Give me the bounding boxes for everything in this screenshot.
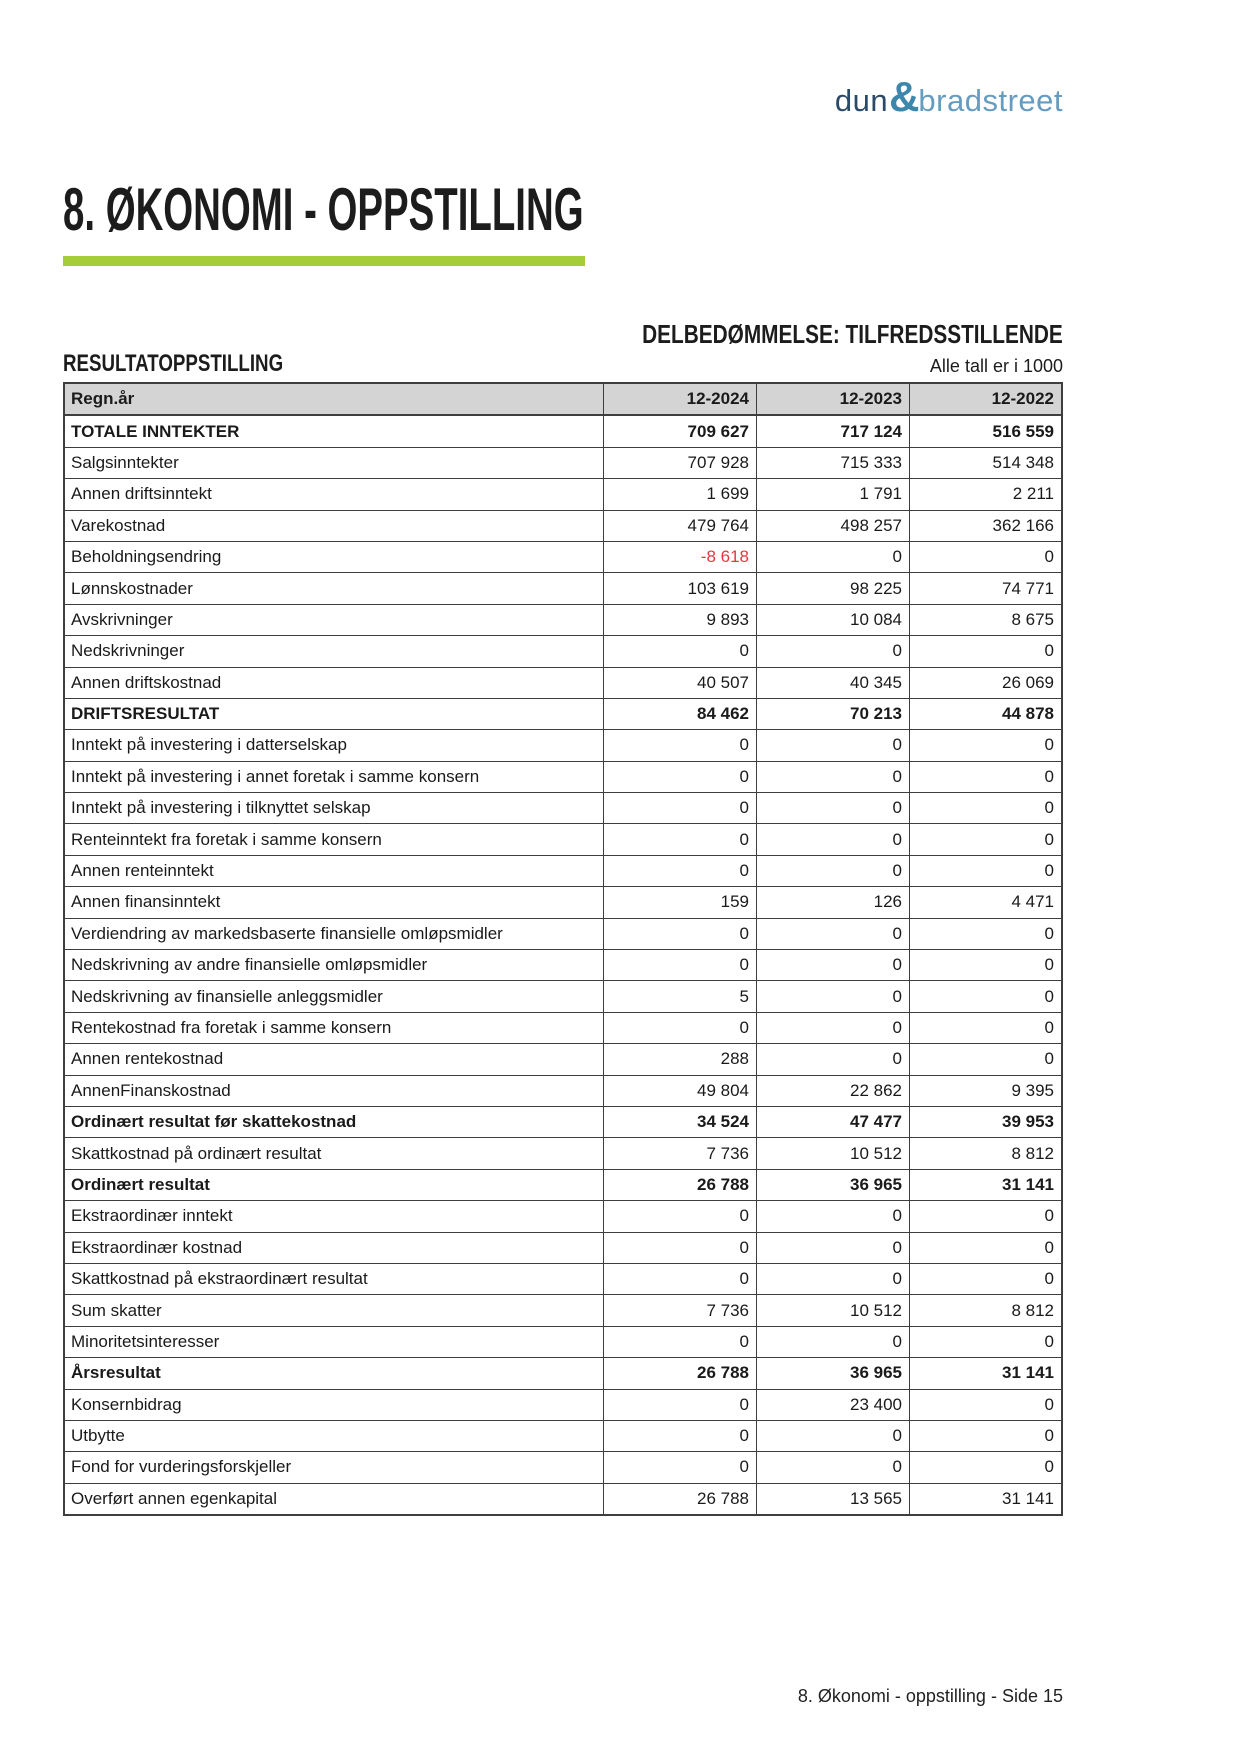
row-value: 26 788 [603,1170,756,1200]
table-row [65,1483,1061,1514]
column-header-regnaar: Regn.år [71,389,135,409]
row-label: Skattkostnad på ekstraordinært resultat [71,1269,368,1289]
row-value: 0 [603,1327,756,1357]
row-label: Årsresultat [71,1363,161,1383]
row-value: 26 069 [909,668,1061,698]
row-label: Nedskrivning av finansielle anleggsmidler [71,986,383,1006]
row-value: 0 [909,1013,1061,1043]
row-value: 31 141 [909,1484,1061,1514]
row-label: Avskrivninger [71,609,173,629]
row-value: 0 [603,1390,756,1420]
table-row [65,667,1061,698]
table-row [65,510,1061,541]
row-value: 8 812 [909,1138,1061,1168]
table-row [65,541,1061,572]
row-value: 0 [756,856,909,886]
row-label: Ekstraordinær kostnad [71,1237,243,1257]
row-value: 4 471 [909,887,1061,917]
row-value: 1 791 [756,479,909,509]
row-label: TOTALE INNTEKTER [71,421,240,441]
row-value: 0 [909,919,1061,949]
row-value: 0 [603,1013,756,1043]
row-value: 49 804 [603,1076,756,1106]
table-row [65,698,1061,729]
table-row [65,1012,1061,1043]
row-value: 0 [603,730,756,760]
row-label: Fond for vurderingsforskjeller [71,1457,292,1477]
column-header-12-2024: 12-2024 [603,384,756,414]
row-label: Annen driftsinntekt [71,484,212,504]
row-value: 26 788 [603,1358,756,1388]
table-row [65,1106,1061,1137]
row-label: Ordinært resultat før skattekostnad [71,1112,357,1132]
row-value: 8 675 [909,605,1061,635]
row-value: 0 [756,542,909,572]
table-row [65,1075,1061,1106]
row-value: 2 211 [909,479,1061,509]
row-value: 0 [909,1390,1061,1420]
row-value: 26 788 [603,1484,756,1514]
table-row [65,1389,1061,1420]
row-value: 0 [603,1452,756,1482]
row-value: 0 [603,1421,756,1451]
row-value: 74 771 [909,573,1061,603]
row-value: 0 [909,793,1061,823]
logo-ampersand-icon: & [889,73,920,120]
row-value: 0 [756,919,909,949]
table-row [65,918,1061,949]
row-label: Skattkostnad på ordinært resultat [71,1143,322,1163]
row-value: 0 [756,1013,909,1043]
row-label: Varekostnad [71,515,166,535]
row-label: Verdiendring av markedsbaserte finansielle omløpsmidler [71,923,503,943]
row-label: Inntekt på investering i tilknyttet selskap [71,798,371,818]
row-label: Renteinntekt fra foretak i samme konsern [71,829,382,849]
row-value: 0 [756,636,909,666]
row-label: Konsernbidrag [71,1394,182,1414]
row-value: 516 559 [909,416,1061,446]
row-value: 0 [909,1201,1061,1231]
table-row [65,572,1061,603]
row-label: Overført annen egenkapital [71,1488,278,1508]
table-row [65,1169,1061,1200]
row-value: 7 736 [603,1295,756,1325]
table-row [65,1420,1061,1451]
table-row [65,478,1061,509]
row-label: Annen renteinntekt [71,861,214,881]
row-value: 40 507 [603,668,756,698]
logo-text-bradstreet: bradstreet [918,83,1063,118]
table-row [65,415,1061,446]
row-value: 22 862 [756,1076,909,1106]
row-label: Beholdningsendring [71,547,222,567]
row-value: 0 [756,762,909,792]
row-value: 0 [909,1044,1061,1074]
row-value: 0 [909,1264,1061,1294]
row-label: Inntekt på investering i datterselskap [71,735,347,755]
row-value: 717 124 [756,416,909,446]
table-row [65,1357,1061,1388]
table-row [65,447,1061,478]
row-value: 0 [909,824,1061,854]
row-label: Ordinært resultat [71,1174,210,1194]
table-row [65,604,1061,635]
row-label: Utbytte [71,1426,125,1446]
column-header-12-2023: 12-2023 [756,384,909,414]
row-value: 10 084 [756,605,909,635]
row-label: Inntekt på investering i annet foretak i samme konsern [71,766,480,786]
row-value: 8 812 [909,1295,1061,1325]
logo-text-dun: dun [834,83,889,118]
row-value: 0 [603,762,756,792]
table-row [65,1043,1061,1074]
row-value: 0 [909,1327,1061,1357]
row-value: 707 928 [603,448,756,478]
row-value: 0 [603,919,756,949]
section-label: RESULTATOPPSTILLING [63,350,284,377]
row-value: -8 618 [603,542,756,572]
row-value: 7 736 [603,1138,756,1168]
row-value: 0 [756,730,909,760]
dun-bradstreet-logo [834,73,1063,120]
row-label: Ekstraordinær inntekt [71,1206,233,1226]
row-value: 0 [909,542,1061,572]
row-label: AnnenFinanskostnad [71,1080,231,1100]
row-value: 5 [603,981,756,1011]
row-label: Lønnskostnader [71,578,193,598]
row-value: 715 333 [756,448,909,478]
row-value: 9 893 [603,605,756,635]
row-value: 479 764 [603,511,756,541]
table-row [65,886,1061,917]
row-value: 0 [909,1233,1061,1263]
table-row [65,792,1061,823]
row-value: 126 [756,887,909,917]
results-table [63,382,1063,1516]
table-row [65,1294,1061,1325]
row-value: 0 [909,981,1061,1011]
table-row [65,635,1061,666]
row-value: 1 699 [603,479,756,509]
row-value: 36 965 [756,1170,909,1200]
row-value: 44 878 [909,699,1061,729]
row-value: 70 213 [756,699,909,729]
row-value: 362 166 [909,511,1061,541]
row-value: 39 953 [909,1107,1061,1137]
row-value: 0 [756,1264,909,1294]
row-value: 0 [756,1452,909,1482]
table-row [65,1200,1061,1231]
page-title: 8. ØKONOMI - OPPSTILLING [63,176,584,243]
row-label: Annen finansinntekt [71,892,221,912]
row-value: 0 [756,1044,909,1074]
table-row [65,980,1061,1011]
row-value: 31 141 [909,1170,1061,1200]
table-row [65,1137,1061,1168]
row-value: 0 [909,636,1061,666]
row-value: 0 [603,950,756,980]
row-value: 159 [603,887,756,917]
row-value: 0 [603,1201,756,1231]
row-value: 0 [756,950,909,980]
table-header-row [65,384,1061,415]
row-value: 0 [756,1421,909,1451]
table-row [65,761,1061,792]
row-value: 34 524 [603,1107,756,1137]
row-value: 514 348 [909,448,1061,478]
row-label: Nedskrivninger [71,641,185,661]
table-row [65,855,1061,886]
table-row [65,1451,1061,1482]
row-value: 84 462 [603,699,756,729]
row-value: 288 [603,1044,756,1074]
page-footer: 8. Økonomi - oppstilling - Side 15 [797,1686,1063,1706]
row-value: 0 [909,762,1061,792]
column-header-12-2022: 12-2022 [909,384,1061,414]
units-note: Alle tall er i 1000 [929,356,1063,376]
row-label: Sum skatter [71,1300,162,1320]
row-value: 47 477 [756,1107,909,1137]
row-value: 31 141 [909,1358,1061,1388]
table-row [65,1263,1061,1294]
row-value: 0 [756,1233,909,1263]
row-value: 10 512 [756,1138,909,1168]
title-accent-bar [63,256,585,266]
row-value: 0 [603,856,756,886]
table-row [65,1232,1061,1263]
row-value: 0 [909,856,1061,886]
row-value: 0 [756,1327,909,1357]
table-row [65,1326,1061,1357]
row-value: 0 [603,793,756,823]
row-value: 0 [909,1452,1061,1482]
row-label: Salgsinntekter [71,452,179,472]
row-value: 36 965 [756,1358,909,1388]
row-value: 0 [756,1201,909,1231]
row-label: Minoritetsinteresser [71,1331,220,1351]
row-value: 13 565 [756,1484,909,1514]
row-value: 709 627 [603,416,756,446]
row-label: DRIFTSRESULTAT [71,704,220,724]
row-value: 98 225 [756,573,909,603]
table-row [65,823,1061,854]
row-label: Rentekostnad fra foretak i samme konsern [71,1018,392,1037]
row-label: Annen rentekostnad [71,1049,224,1069]
row-value: 498 257 [756,511,909,541]
row-value: 0 [603,1233,756,1263]
row-value: 0 [603,824,756,854]
row-label: Annen driftskostnad [71,672,222,692]
row-value: 0 [603,1264,756,1294]
row-value: 0 [909,950,1061,980]
row-value: 103 619 [603,573,756,603]
row-value: 0 [756,793,909,823]
row-value: 10 512 [756,1295,909,1325]
row-label: Nedskrivning av andre finansielle omløpsmidler [71,955,428,975]
row-value: 0 [756,981,909,1011]
row-value: 0 [909,730,1061,760]
assessment-heading: DELBEDØMMELSE: TILFREDSSTILLENDE [642,319,1063,349]
row-value: 9 395 [909,1076,1061,1106]
table-row [65,729,1061,760]
table-row [65,949,1061,980]
row-value: 40 345 [756,668,909,698]
row-value: 0 [909,1421,1061,1451]
row-value: 0 [603,636,756,666]
row-value: 0 [756,824,909,854]
row-value: 23 400 [756,1390,909,1420]
